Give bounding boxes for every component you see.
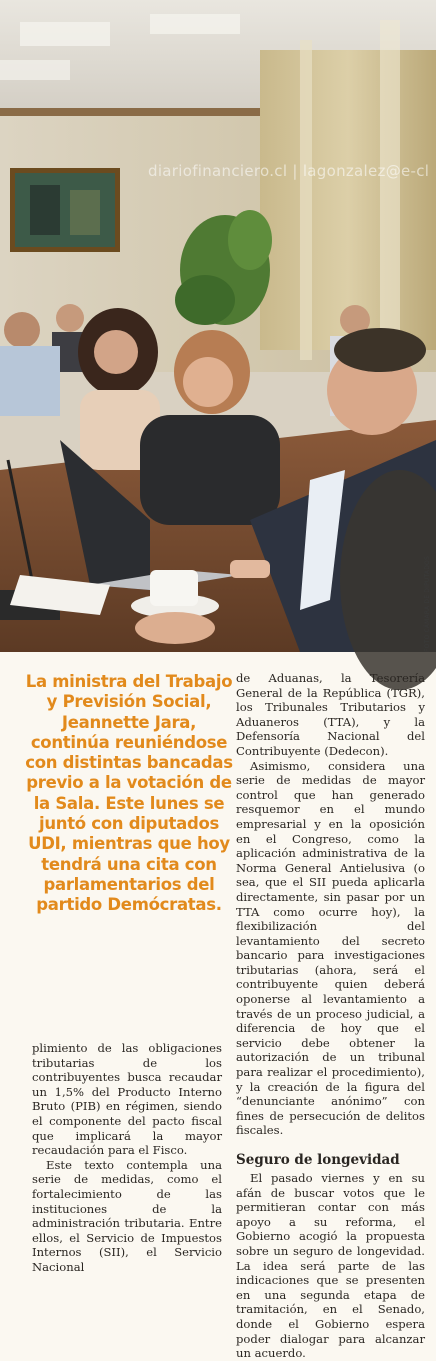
- photo-watermark: diariofinanciero.cl | lagonzalez@e-cl: [148, 162, 430, 180]
- paragraph: El pasado viernes y en su afán de buscar votos que le permitieran contar con más apoyo a su reforma, el Gobierno acogió la propuesta sobre un seguro de longevidad. La idea será parte de las indicaciones que se presenten en una segunda etapa de tramitación, en el Senado, donde el Gobierno espera poder dialogar para alcanzar un acuerdo.: [236, 1171, 425, 1361]
- photo-credit: [422, 556, 432, 654]
- news-photo: [0, 0, 436, 652]
- paragraph: plimiento de las obligaciones tributarias de los contribuyentes busca recaudar un 1,5% del Producto Interno Bruto (PIB) en régimen, siendo el componente del pacto fiscal que implicará la mayor recaudación para el Fisco.: [32, 1041, 222, 1158]
- article-column-right: [236, 671, 425, 1361]
- section-subhead: Seguro de longevidad: [236, 1152, 400, 1168]
- paragraph: de Aduanas, la Tesorería General de la República (TGR), los Tribunales Tributarios y Aduaneros (TTA), y la Defensoría Nacional del Contribuyente (Dedecon).: [236, 671, 425, 758]
- paragraph: Asimismo, considera una serie de medidas de mayor control que han generado resquemor en el mundo empresarial y en la oposición en el Congreso, como la aplicación administrativa de la Norma General Antielusiva (o sea, que el SII pueda aplicarla directamente, sin pasar por un TTA como ocurre hoy), la flexibilización del levantamiento del secreto bancario para investigaciones tributarias (ahora, será el contribuyente quien deberá oponerse al levantamiento a través de un proceso judicial, a diferencia de hoy que el servicio debe obtener la autorización de un tribunal para realizar el procedimiento), y la creación de la figura del “denunciante anónimo” con fines de persecución de delitos fiscales.: [236, 758, 425, 1138]
- pull-quote: La ministra del Trabajo y Previsión Social, Jeannette Jara, continúa reuniéndose con distintas bancadas previo a la votación de la Sala. Este lunes se juntó con diputados UDI, mientras que hoy tendrá una cita con parlamentarios del partido Demócratas.: [25, 672, 233, 915]
- photo-illustration: [0, 0, 436, 652]
- photo-credit-text: FOTO CÁMARA DE DIPUTADOS: [424, 556, 431, 652]
- article-column-left: [32, 1041, 222, 1275]
- paragraph: Este texto contempla una serie de medidas, como el fortalecimiento de las instituciones de la administración tributaria. Entre ellos, el Servicio de Impuestos Internos (SII), el Servicio Nacional: [32, 1157, 222, 1274]
